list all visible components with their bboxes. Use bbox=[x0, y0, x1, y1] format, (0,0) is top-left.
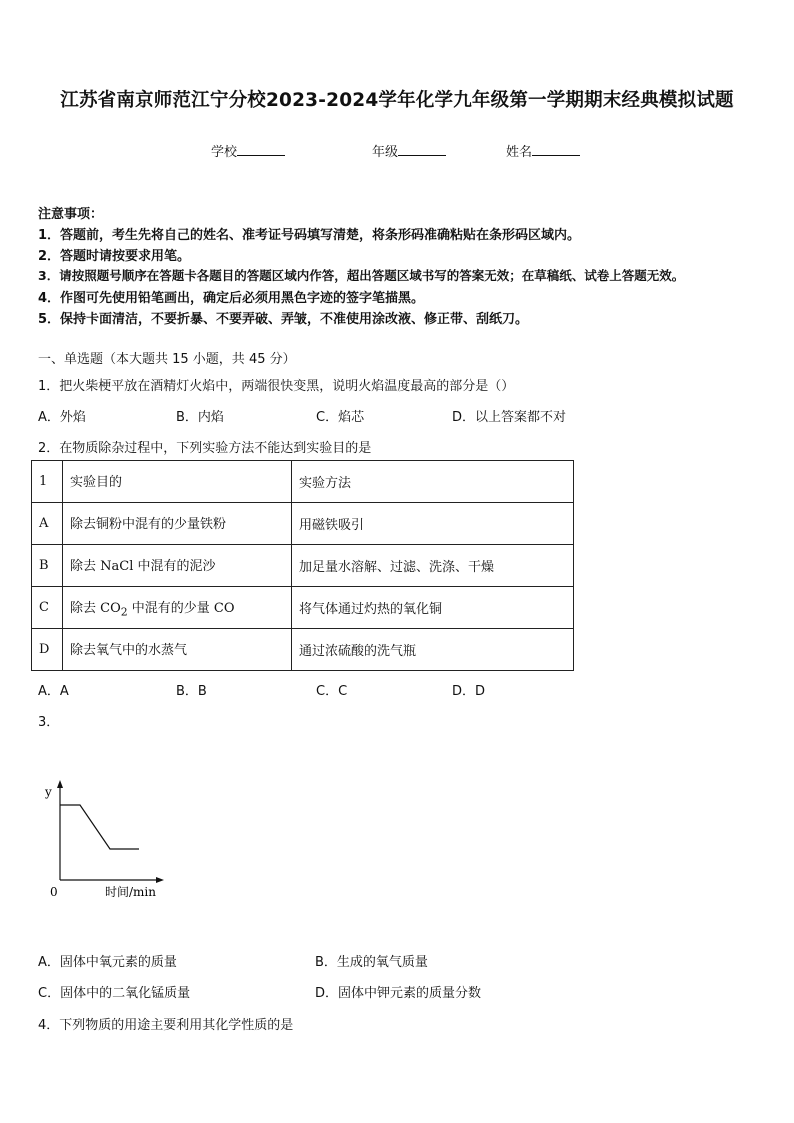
row-key: C bbox=[32, 587, 63, 629]
purpose-cell: 实验目的 bbox=[63, 461, 292, 503]
y-axis-label: y bbox=[45, 785, 52, 799]
method-cell: 用磁铁吸引 bbox=[292, 503, 574, 545]
method-cell: 通过浓硫酸的洗气瓶 bbox=[292, 629, 574, 671]
table-row bbox=[32, 587, 574, 629]
grade-label: 年级 bbox=[372, 145, 399, 160]
row-key: A bbox=[32, 503, 63, 545]
notice-item: 1．答题前，考生先将自己的姓名、准考证号码填写清楚，将条形码准确粘贴在条形码区域内。 bbox=[38, 228, 581, 243]
q3-option-a[interactable]: A．固体中氧元素的质量 bbox=[38, 955, 177, 970]
q2-option-d[interactable]: D．D bbox=[452, 684, 486, 699]
purpose-cell: 除去 $CO_2$ 中混有的少量 CO bbox=[63, 587, 292, 629]
row-key: 1 bbox=[32, 461, 63, 503]
name-field[interactable] bbox=[506, 141, 580, 160]
q2-table bbox=[31, 460, 574, 671]
school-blank[interactable] bbox=[237, 143, 285, 156]
table-row bbox=[32, 629, 574, 671]
method-cell: 将气体通过灼热的氧化铜 bbox=[292, 587, 574, 629]
origin-label: 0 bbox=[50, 885, 58, 899]
x-axis-arrow-icon bbox=[156, 877, 164, 883]
question-3-number: 3． bbox=[38, 715, 60, 730]
row-key: B bbox=[32, 545, 63, 587]
question-4-stem: 4．下列物质的用途主要利用其化学性质的是 bbox=[38, 1018, 294, 1033]
method-cell: 加足量水溶解、过滤、洗涤、干燥 bbox=[292, 545, 574, 587]
table-row bbox=[32, 545, 574, 587]
q2-option-c[interactable]: C．C bbox=[316, 684, 348, 699]
notice-item: 2．答题时请按要求用笔。 bbox=[38, 249, 191, 264]
notice-item: 3．请按照题号顺序在答题卡各题目的答题区域内作答，超出答题区域书写的答案无效；在草稿纸、试卷上答题无效。 bbox=[38, 268, 685, 283]
page-title: 江苏省南京师范江宁分校2023-2024学年化学九年级第一学期期末经典模拟试题 bbox=[60, 90, 734, 111]
table-row bbox=[32, 503, 574, 545]
q1-option-d[interactable]: D．以上答案都不对 bbox=[452, 410, 567, 425]
section-heading: 一、单选题（本大题共 15 小题，共 45 分） bbox=[38, 352, 296, 367]
purpose-cell: 除去氧气中的水蒸气 bbox=[63, 629, 292, 671]
q3-option-c[interactable]: C．固体中的二氧化锰质量 bbox=[38, 986, 191, 1001]
table-row bbox=[32, 461, 574, 503]
q2-option-a[interactable]: A．A bbox=[38, 684, 69, 699]
school-field[interactable] bbox=[211, 141, 285, 160]
purpose-cell: 除去 NaCl 中混有的泥沙 bbox=[63, 545, 292, 587]
q3-option-b[interactable]: B．生成的氧气质量 bbox=[315, 955, 428, 970]
method-cell: 实验方法 bbox=[292, 461, 574, 503]
q3-option-d[interactable]: D．固体中钾元素的质量分数 bbox=[315, 986, 482, 1001]
school-label: 学校 bbox=[211, 145, 238, 160]
question-1-stem: 1．把火柴梗平放在酒精灯火焰中，两端很快变黑，说明火焰温度最高的部分是（） bbox=[38, 379, 515, 394]
purpose-cell: 除去铜粉中混有的少量铁粉 bbox=[63, 503, 292, 545]
q3-graph bbox=[36, 776, 176, 906]
grade-field[interactable] bbox=[372, 141, 446, 160]
x-axis-label: 时间/min bbox=[105, 885, 156, 899]
graph-line bbox=[60, 805, 139, 849]
y-axis-arrow-icon bbox=[57, 780, 63, 788]
q2-option-b[interactable]: B．B bbox=[176, 684, 207, 699]
q1-option-c[interactable]: C．焰芯 bbox=[316, 410, 365, 425]
notice-item: 5．保持卡面清洁，不要折暴、不要弄破、弄皱，不准使用涂改液、修正带、刮纸刀。 bbox=[38, 312, 529, 327]
name-label: 姓名 bbox=[506, 145, 533, 160]
q1-option-b[interactable]: B．内焰 bbox=[176, 410, 224, 425]
notice-heading: 注意事项： bbox=[38, 207, 104, 222]
q1-option-a[interactable]: A．外焰 bbox=[38, 410, 86, 425]
notice-item: 4．作图可先使用铅笔画出，确定后必须用黑色字迹的签字笔描黑。 bbox=[38, 291, 425, 306]
row-key: D bbox=[32, 629, 63, 671]
name-blank[interactable] bbox=[532, 143, 580, 156]
question-2-stem: 2．在物质除杂过程中，下列实验方法不能达到实验目的是 bbox=[38, 441, 372, 456]
grade-blank[interactable] bbox=[398, 143, 446, 156]
